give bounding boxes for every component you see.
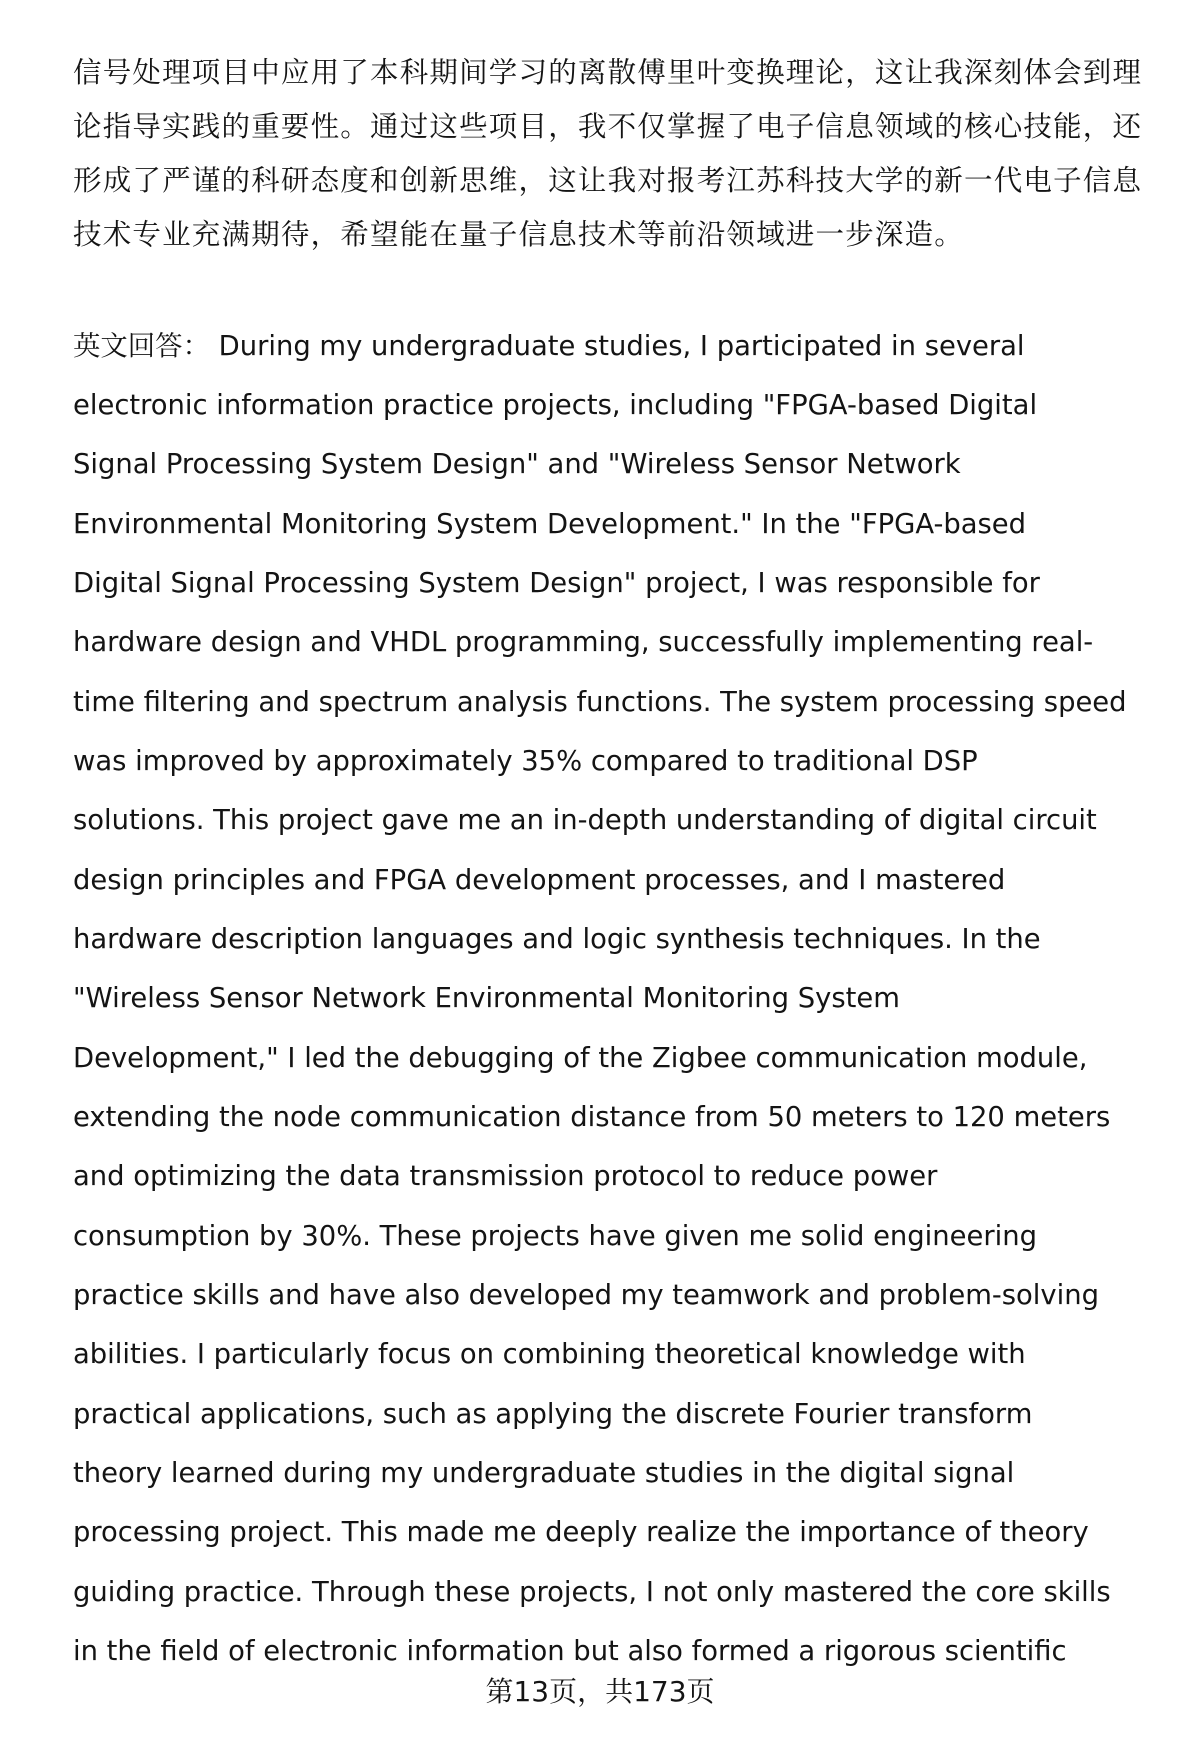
paragraph-line: 信号处理项目中应用了本科期间学习的离散傅里叶变换理论，这让我深刻体会到理 xyxy=(73,56,1143,89)
paragraph-line: and optimizing the data transmission protocol to reduce power xyxy=(73,1161,938,1192)
paragraph-line: was improved by approximately 35% compared to traditional DSP xyxy=(73,746,978,777)
paragraph-line: Development," I led the debugging of the Zigbee communication module, xyxy=(73,1043,1088,1074)
paragraph-line: guiding practice. Through these projects, I not only mastered the core skills xyxy=(73,1577,1111,1608)
paragraph-line: hardware design and VHDL programming, successfully implementing real- xyxy=(73,627,1094,658)
paragraph-line: 形成了严谨的科研态度和创新思维，这让我对报考江苏科技大学的新一代电子信息 xyxy=(73,164,1143,197)
paragraph-line: consumption by 30%. These projects have given me solid engineering xyxy=(73,1221,1037,1252)
paragraph-line: practice skills and have also developed my teamwork and problem-solving xyxy=(73,1280,1099,1311)
paragraph-line: in the field of electronic information but also formed a rigorous scientific xyxy=(73,1636,1067,1667)
paragraph-line: hardware description languages and logic synthesis techniques. In the xyxy=(73,924,1041,955)
paragraph-line: time filtering and spectrum analysis functions. The system processing speed xyxy=(73,687,1127,718)
paragraph-line: Environmental Monitoring System Development." In the "FPGA-based xyxy=(73,509,1027,540)
paragraph-line: abilities. I particularly focus on combining theoretical knowledge with xyxy=(73,1339,1026,1370)
paragraph-line: extending the node communication distance from 50 meters to 120 meters xyxy=(73,1102,1111,1133)
page-number-footer: 第13页，共173页 xyxy=(485,1675,715,1708)
paragraph-line: processing project. This made me deeply realize the importance of theory xyxy=(73,1517,1089,1548)
paragraph-line: Signal Processing System Design" and "Wireless Sensor Network xyxy=(73,449,961,480)
paragraph-line: theory learned during my undergraduate studies in the digital signal xyxy=(73,1458,1015,1489)
paragraph-line: "Wireless Sensor Network Environmental Monitoring System xyxy=(73,983,900,1014)
paragraph-line: 论指导实践的重要性。通过这些项目，我不仅掌握了电子信息领域的核心技能，还 xyxy=(73,110,1143,143)
paragraph-line: 英文回答： During my undergraduate studies, I participated in several xyxy=(73,331,1025,362)
paragraph-line: design principles and FPGA development processes, and I mastered xyxy=(73,865,1006,896)
paragraph-line: electronic information practice projects, including "FPGA-based Digital xyxy=(73,390,1038,421)
paragraph-line: Digital Signal Processing System Design" project, I was responsible for xyxy=(73,568,1040,599)
paragraph-line: practical applications, such as applying the discrete Fourier transform xyxy=(73,1399,1033,1430)
paragraph-line: 技术专业充满期待，希望能在量子信息技术等前沿领域进一步深造。 xyxy=(73,218,965,251)
paragraph-line: solutions. This project gave me an in-depth understanding of digital circuit xyxy=(73,805,1097,836)
